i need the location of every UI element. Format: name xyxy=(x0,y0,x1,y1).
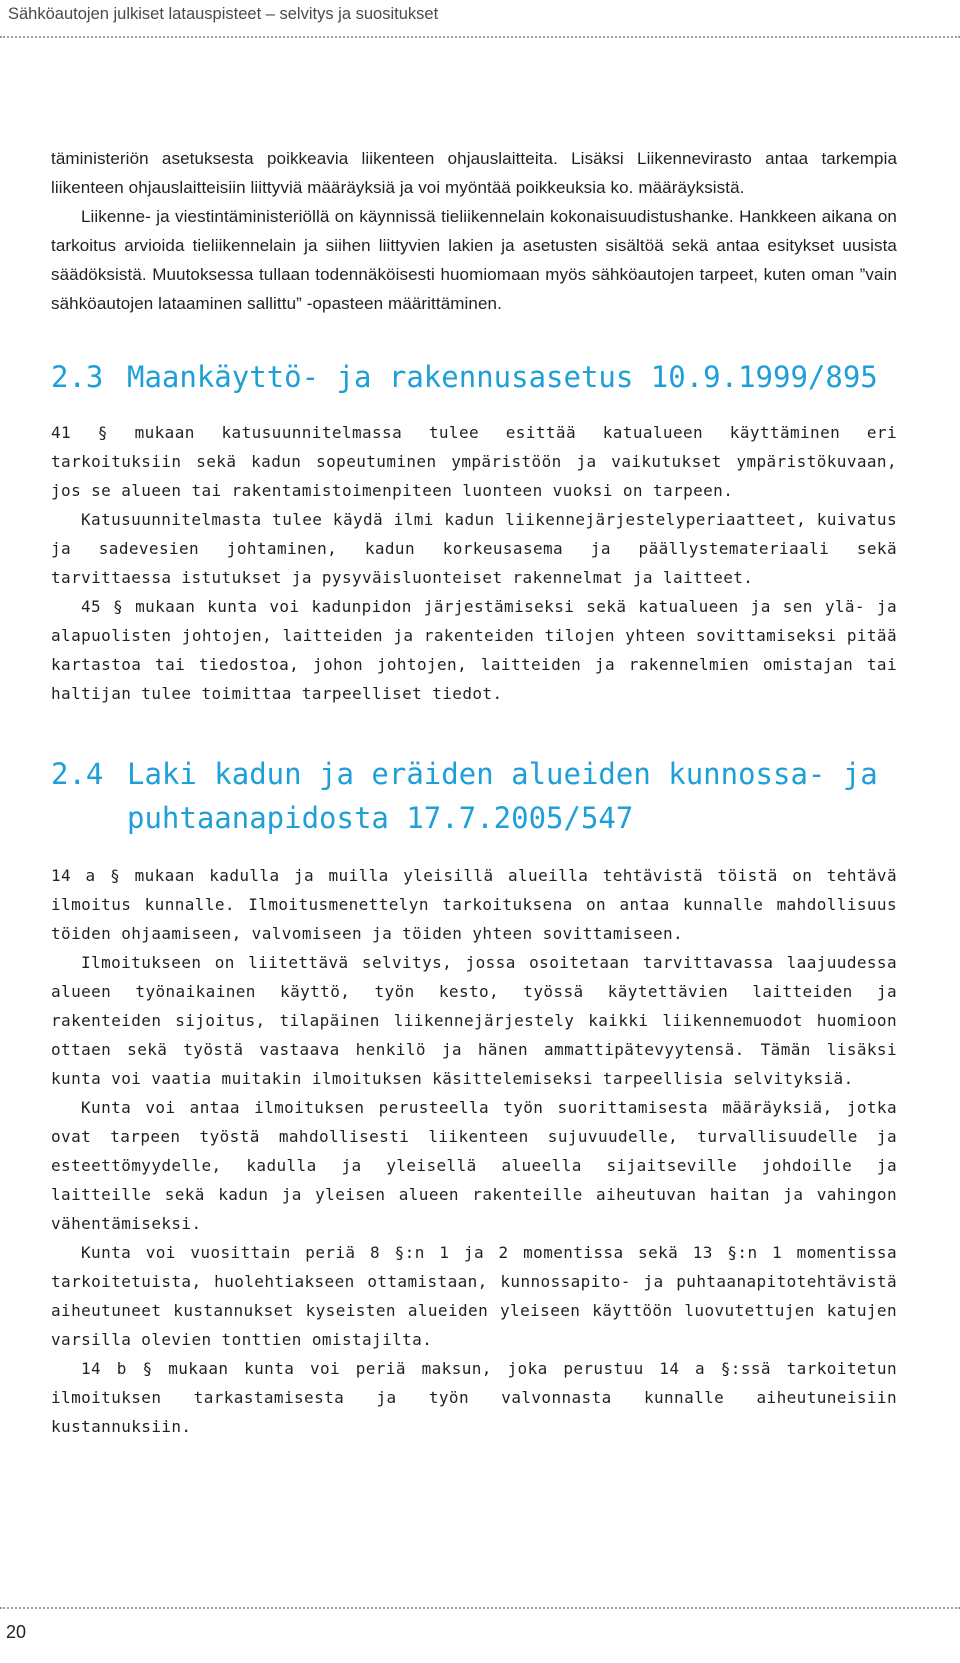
section-2-4-paragraph-4: Kunta voi vuosittain periä 8 §:n 1 ja 2 momentissa sekä 13 §:n 1 momentissa tarkoitetuista, huolehtiakseen ottamistaan, kunnossapito- ja puhtaanapitotehtävistä aiheutuneet kustannukset kyseisten alueiden yleiseen käyttöön luovutettujen katujen varsilla olevien tonttien omistajilta. xyxy=(51,1243,897,1349)
section-2-3-heading xyxy=(51,355,897,399)
section-number: 2.3 xyxy=(51,360,104,394)
section-2-4-heading xyxy=(51,752,897,840)
running-header: Sähköautojen julkiset latauspisteet – selvitys ja suositukset xyxy=(8,5,439,23)
page-number: 20 xyxy=(6,1622,27,1642)
page-body xyxy=(51,144,897,1441)
section-2-4-paragraph-3: Kunta voi antaa ilmoituksen perusteella työn suorittamisesta määräyksiä, jotka ovat tarpeen työstä mahdollisesti liikenteen sujuvuudelle, turvallisuudelle ja esteettömyydelle, kadulla ja yleisellä alueella sijaitseville johdoille ja laitteille sekä kadun ja yleisen alueen rakenteille aiheutuvan haitan ja vahingon vähentämiseksi. xyxy=(51,1098,897,1233)
section-2-4-paragraph-5: 14 b § mukaan kunta voi periä maksun, joka perustuu 14 a §:ssä tarkoitetun ilmoituksen tarkastamisesta ja työn valvonnasta kunnalle aiheutuneisiin kustannuksiin. xyxy=(51,1359,897,1436)
section-title: Maankäyttö- ja rakennusasetus 10.9.1999/895 xyxy=(127,360,878,394)
intro-paragraph-2: Liikenne- ja viestintäministeriöllä on käynnissä tieliikennelain kokonaisuudistushanke. Hankkeen aikana on tarkoitus arvioida tieliikennelain ja siihen liittyvien lakien ja asetusten sisältöä sekä antaa esitykset uusista säädöksistä. Muutoksessa tullaan todennäköisesti huomiomaan myös sähköautojen tarpeet, kuten oman ”vain sähköautojen lataaminen sallittu” -opasteen määrittäminen. xyxy=(51,207,897,313)
section-number: 2.4 xyxy=(51,757,104,791)
section-title: Laki kadun ja eräiden alueiden kunnossa- ja puhtaanapidosta 17.7.2005/547 xyxy=(127,757,878,835)
header-divider xyxy=(0,36,960,38)
section-2-3-paragraph-2: Katusuunnitelmasta tulee käydä ilmi kadun liikennejärjestelyperiaatteet, kuivatus ja sadevesien johtaminen, kadun korkeusasema ja päällystemateriaali sekä tarvittaessa istutukset ja pysyväisluonteiset rakennelmat ja laitteet. xyxy=(51,510,897,587)
section-2-4-paragraph-2: Ilmoitukseen on liitettävä selvitys, jossa osoitetaan tarvittavassa laajuudessa alueen työnaikainen käyttö, työn kesto, työssä käytettävien laitteiden ja rakenteiden sijoitus, tilapäinen liikennejärjestely kaikki liikennemuodot huomioon ottaen sekä työstä vastaava henkilö ja hänen ammattipätevyytensä. Tämän lisäksi kunta voi vaatia muitakin ilmoituksen käsittelemiseksi tarpeellisia selvityksiä. xyxy=(51,953,897,1088)
section-2-3-paragraph-3: 45 § mukaan kunta voi kadunpidon järjestämiseksi sekä katualueen ja sen ylä- ja alapuolisten johtojen, laitteiden ja rakenteiden tilojen yhteen sovittamiseksi pitää kartastoa tai tiedostoa, johon johtojen, laitteiden ja rakennelmien omistajan tai haltijan tulee toimittaa tarpeelliset tiedot. xyxy=(51,597,897,703)
intro-paragraph-1: täministeriön asetuksesta poikkeavia liikenteen ohjauslaitteita. Lisäksi Liikennevirasto antaa tarkempia liikenteen ohjauslaitteisiin liittyviä määräyksiä ja voi myöntää poikkeuksia ko. määräyksistä. xyxy=(51,149,897,197)
section-2-3-paragraph-1: 41 § mukaan katusuunnitelmassa tulee esittää katualueen käyttäminen eri tarkoituksiin sekä kadun sopeutuminen ympäristöön ja vaikutukset ympäristökuvaan, jos se alueen tai rakentamistoimenpiteen luonteen vuoksi on tarpeen. xyxy=(51,423,897,500)
footer-divider xyxy=(0,1607,960,1609)
section-2-4-paragraph-1: 14 a § mukaan kadulla ja muilla yleisillä alueilla tehtävistä töistä on tehtävä ilmoitus kunnalle. Ilmoitusmenettelyn tarkoituksena on antaa kunnalle mahdollisuus töiden ohjaamiseen, valvomiseen ja töiden yhteen sovittamiseen. xyxy=(51,866,897,943)
